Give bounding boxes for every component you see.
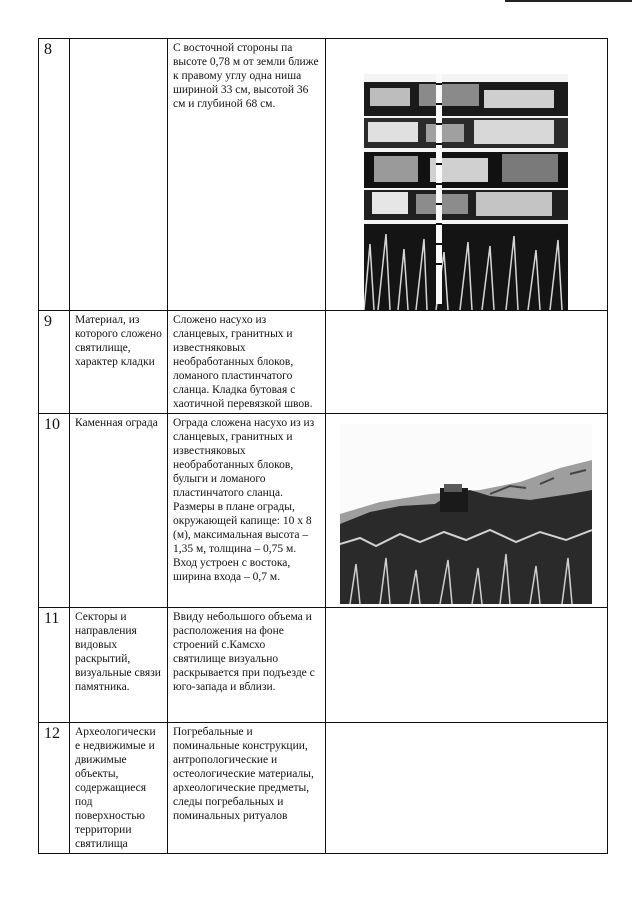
- photo-cell: [326, 608, 608, 723]
- table-row: [39, 414, 608, 608]
- row-heading: [70, 39, 168, 311]
- photo-cell: [326, 723, 608, 854]
- monument-table: [38, 38, 608, 854]
- niche-photo: [364, 74, 568, 310]
- row-heading: Археологически е недвижимые и движимые объекты, содержащиеся под поверхностью территории святилища: [70, 723, 168, 854]
- row-heading: Материал, из которого сложено святилище, характер кладки: [70, 311, 168, 414]
- row-description: Ввиду небольшого объема и расположения на фоне строений с.Камсхо святилище визуально раскрывается при подъезде с юго-запада и вблизи.: [168, 608, 326, 723]
- row-description: Ограда сложена насухо из из сланцевых, гранитных и известняковых необработанных блоков, булыги и ломаного пластинчатого сланца. Размеры в плане ограды, окружающей капище: 10 х 8 (м), максимальная высота – 1,35 м, толщина – 0,75 м. Вход устроен с востока, ширина входа – 0,7 м.: [168, 414, 326, 608]
- row-number: 11: [39, 608, 70, 723]
- row-description: С восточной стороны па высоте 0,78 м от земли ближе к правому углу одна ниша шириной 33 см, высотой 36 см и глубиной 68 см.: [168, 39, 326, 311]
- row-heading: Секторы и направления видовых раскрытий, визуальные связи памятника.: [70, 608, 168, 723]
- row-number: 10: [39, 414, 70, 608]
- table-row: [39, 311, 608, 414]
- table-row: [39, 39, 608, 311]
- table-row: [39, 608, 608, 723]
- row-number: 12: [39, 723, 70, 854]
- row-heading: Каменная ограда: [70, 414, 168, 608]
- row-number: 9: [39, 311, 70, 414]
- row-number: 8: [39, 39, 70, 311]
- photo-cell: [326, 39, 608, 311]
- fence-photo: [340, 424, 592, 604]
- photo-cell: [326, 311, 608, 414]
- header-rule: [505, 0, 632, 2]
- photo-cell: [326, 414, 608, 608]
- table-row: [39, 723, 608, 854]
- row-description: Сложено насухо из сланцевых, гранитных и известняковых необработанных блоков, ломаного пластинчатого сланца. Кладка бутовая с хаотичной перевязкой швов.: [168, 311, 326, 414]
- row-description: Погребальные и поминальные конструкции, антропологические и остеологические материалы, археологические предметы, следы погребальных и поминальных ритуалов: [168, 723, 326, 854]
